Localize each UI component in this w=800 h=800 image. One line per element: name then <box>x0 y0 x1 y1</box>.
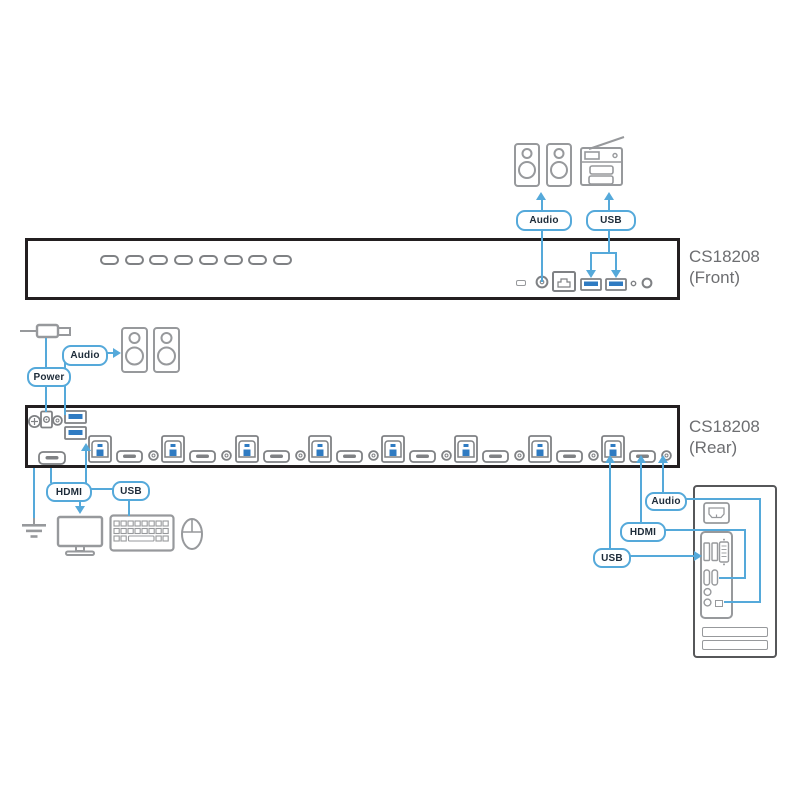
arrow-to-front-usb-port <box>611 270 621 278</box>
usb-b-port-icon <box>235 435 259 463</box>
arrow-to-speakers <box>536 192 546 200</box>
pc-usb-label: USB <box>593 548 631 568</box>
power-label: Power <box>27 367 71 387</box>
hdmi-port-icon <box>556 450 583 463</box>
audio-jack-icon <box>148 450 159 461</box>
kvm-port-set <box>528 435 599 463</box>
console-hdmi-cable <box>50 468 52 483</box>
pushbutton <box>273 255 292 265</box>
usb-b-port-icon <box>528 435 552 463</box>
model-number: CS18208 <box>689 247 760 266</box>
pc-usb-cable <box>627 555 695 557</box>
kvm-port-set <box>88 435 159 463</box>
console-usb-a-port <box>64 410 87 424</box>
audio-jack-icon <box>588 450 599 461</box>
front-audio-label: Audio <box>516 210 572 231</box>
usb-b-port-icon <box>88 435 112 463</box>
pc-audio-cable <box>683 498 761 500</box>
kvm-port-set <box>308 435 379 463</box>
pc-hdmi-ports <box>703 569 719 586</box>
hdmi-port-icon <box>336 450 363 463</box>
port-selection-pushbuttons <box>100 255 292 265</box>
front-usb-cable <box>615 252 617 270</box>
dvi-port-icon <box>718 538 730 566</box>
pc-hdmi-cable <box>744 529 746 579</box>
led-indicator <box>641 277 653 289</box>
audio-jack-icon <box>514 450 525 461</box>
usb-b-port-icon <box>308 435 332 463</box>
pc-hdmi-cable <box>719 577 746 579</box>
pc-io-square-port <box>715 600 723 607</box>
arrow-to-pc-usb-port <box>694 551 702 561</box>
front-audio-cable <box>541 200 543 210</box>
usb-b-port-icon <box>454 435 478 463</box>
front-usb-label: USB <box>586 210 636 231</box>
hdmi-port-icon <box>482 450 509 463</box>
pc-usb-ports <box>703 542 719 562</box>
speaker-icon <box>153 327 180 373</box>
console-usb-label: USB <box>112 481 150 501</box>
front-audio-cable <box>541 227 543 282</box>
ground-symbol-icon <box>21 516 48 541</box>
kvm-port-set <box>454 435 525 463</box>
pc-hdmi-cable <box>662 529 746 531</box>
pc-audio-cable <box>724 601 761 603</box>
console-usb-a-port <box>64 426 87 440</box>
front-usb-cable <box>608 200 610 210</box>
front-model-title <box>689 246 760 288</box>
ac-inlet-icon <box>703 502 730 524</box>
console-hdmi-port <box>38 451 66 465</box>
ground-wire <box>33 468 35 518</box>
pc-audio-cable <box>759 498 761 603</box>
rear-console-audio-jack <box>52 415 63 426</box>
front-usb-a-port <box>605 278 627 291</box>
kvm-port-sets <box>88 435 672 463</box>
speaker-icon <box>546 143 572 187</box>
rear-audio-label: Audio <box>62 345 108 366</box>
hdmi-port-icon <box>409 450 436 463</box>
front-usb-cable <box>608 227 610 254</box>
monitor-icon <box>56 515 104 557</box>
usb-b-port-icon <box>381 435 405 463</box>
pushbutton <box>199 255 218 265</box>
audio-jack-icon <box>295 450 306 461</box>
model-number: CS18208 <box>689 417 760 436</box>
pushbutton <box>149 255 168 265</box>
pushbutton <box>248 255 267 265</box>
hdmi-port-icon <box>189 450 216 463</box>
arrow-to-monitor <box>75 506 85 514</box>
pushbutton <box>125 255 144 265</box>
mouse-icon <box>180 517 204 551</box>
usb-b-port-icon <box>161 435 185 463</box>
pc-usb-cable <box>609 462 611 549</box>
view-name: (Rear) <box>689 438 738 457</box>
arrow-to-rear-speakers <box>113 348 121 358</box>
front-usb-cable <box>590 252 592 270</box>
pushbutton <box>100 255 119 265</box>
audio-jack-icon <box>441 450 452 461</box>
kvm-port-set <box>161 435 232 463</box>
expansion-slot <box>702 640 768 650</box>
hdmi-port-icon <box>263 450 290 463</box>
view-name: (Front) <box>689 268 740 287</box>
pushbutton <box>174 255 193 265</box>
front-usb-a-port <box>580 278 602 291</box>
rj45-port-icon <box>552 271 576 292</box>
kvm-port-set <box>381 435 452 463</box>
printer-icon <box>579 132 626 187</box>
speaker-icon <box>121 327 148 373</box>
audio-jack-icon <box>221 450 232 461</box>
pushbutton <box>224 255 243 265</box>
pc-hdmi-cable <box>640 462 642 523</box>
pc-audio-cable <box>662 462 664 493</box>
kvm-port-set <box>235 435 306 463</box>
hdmi-port-icon <box>116 450 143 463</box>
speaker-icon <box>514 143 540 187</box>
keyboard-icon <box>109 514 175 552</box>
reset-pinhole <box>630 280 637 287</box>
arrow-to-printer <box>604 192 614 200</box>
front-usb-cable-split <box>590 252 617 254</box>
firmware-switch <box>516 280 526 286</box>
audio-jack-icon <box>368 450 379 461</box>
pc-audio-jacks <box>702 587 713 609</box>
rear-model-title <box>689 416 760 458</box>
arrow-to-front-usb-port <box>586 270 596 278</box>
pc-hdmi-label: HDMI <box>620 522 666 542</box>
expansion-slot <box>702 627 768 637</box>
console-hdmi-label: HDMI <box>46 482 92 502</box>
pc-audio-label: Audio <box>645 492 687 511</box>
